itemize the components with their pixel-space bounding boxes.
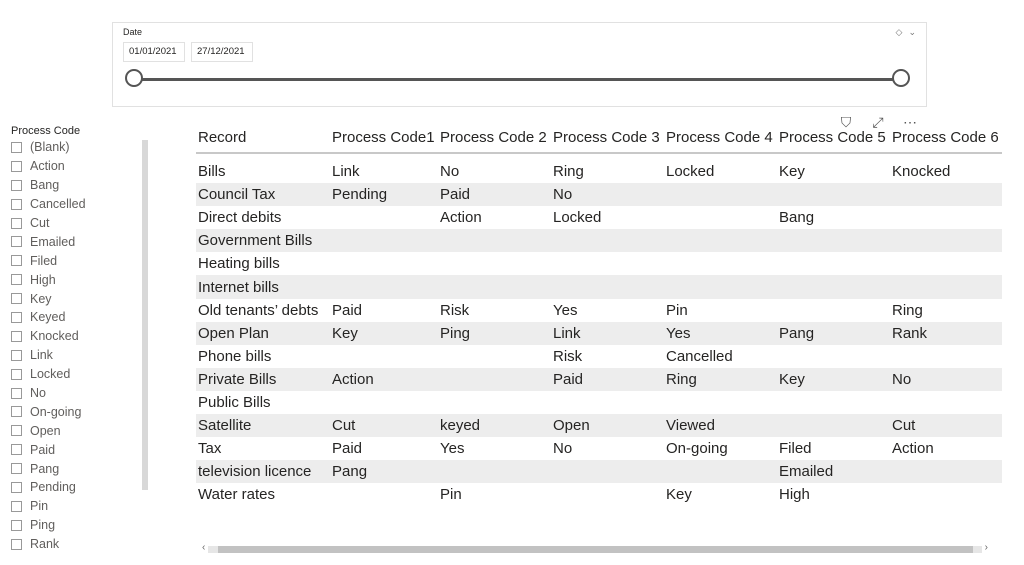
checkbox[interactable] — [11, 142, 22, 153]
process-code-cell — [551, 460, 664, 483]
process-code-cell — [777, 275, 890, 298]
column-header[interactable]: Process Code 4 — [664, 122, 777, 153]
process-code-cell — [438, 229, 551, 252]
process-code-cell: Key — [330, 322, 438, 345]
process-code-label: Key — [30, 291, 52, 306]
process-code-label: Keyed — [30, 310, 66, 325]
process-code-cell — [664, 229, 777, 252]
header-spacer — [196, 153, 1002, 160]
process-code-item[interactable] — [11, 195, 141, 214]
process-code-item[interactable] — [11, 478, 141, 497]
checkbox[interactable] — [11, 388, 22, 399]
table-row[interactable] — [196, 391, 1002, 414]
process-code-cell — [330, 483, 438, 506]
process-code-cell: Rank — [890, 322, 1002, 345]
process-code-cell — [890, 229, 1002, 252]
process-code-cell: Risk — [440, 301, 470, 319]
process-code-label: No — [30, 386, 46, 401]
process-code-cell — [330, 229, 438, 252]
record-cell: Private Bills — [196, 368, 330, 391]
process-code-cell — [330, 252, 438, 275]
process-code-cell: Paid — [332, 301, 363, 319]
process-code-cell: Ring — [892, 301, 923, 319]
table-row[interactable] — [196, 437, 1002, 460]
record-cell: Bills — [198, 163, 226, 181]
process-code-cell: Cut — [330, 414, 438, 437]
process-code-cell — [438, 275, 551, 298]
process-code-cell: Bang — [779, 209, 815, 227]
process-code-cell — [664, 391, 777, 414]
process-code-cell: Ping — [438, 322, 551, 345]
start-date-handle[interactable] — [125, 69, 143, 87]
checkbox[interactable] — [11, 293, 22, 304]
slicer-tools — [896, 27, 916, 38]
end-date-input[interactable]: 27/12/2021 — [191, 42, 253, 62]
table-row[interactable] — [196, 229, 1002, 252]
table-row[interactable] — [196, 299, 1002, 322]
process-code-label: High — [30, 272, 56, 287]
process-code-cell: Cancelled — [666, 347, 733, 365]
process-code-label: Ping — [30, 518, 56, 533]
process-code-cell — [551, 483, 664, 506]
process-code-label: (Blank) — [30, 140, 70, 155]
checkbox[interactable] — [11, 425, 22, 436]
checkbox[interactable] — [11, 350, 22, 361]
checkbox[interactable] — [11, 255, 22, 266]
process-code-label: Emailed — [30, 234, 76, 249]
process-code-cell: Locked — [666, 163, 715, 181]
process-code-item[interactable] — [11, 365, 141, 384]
process-code-label: Cut — [30, 216, 50, 230]
process-code-cell: Action — [892, 440, 934, 458]
process-code-item[interactable] — [11, 270, 141, 289]
process-code-cell — [438, 391, 551, 414]
process-code-cell — [664, 460, 777, 483]
record-cell: Water rates — [198, 486, 275, 504]
process-code-item[interactable] — [11, 138, 141, 157]
checkbox[interactable] — [11, 501, 22, 512]
process-code-cell — [890, 275, 1002, 298]
process-code-cell: Paid — [551, 368, 664, 391]
process-code-label: Pin — [30, 499, 49, 514]
column-header[interactable]: Process Code 2 — [438, 122, 551, 153]
process-code-cell: Ring — [553, 163, 584, 181]
checkbox[interactable] — [11, 520, 22, 531]
process-code-cell — [777, 252, 890, 275]
process-code-cell: Open — [551, 414, 664, 437]
table-row[interactable] — [196, 414, 1002, 437]
process-code-cell: Paid — [438, 183, 551, 206]
process-code-cell — [890, 460, 1002, 483]
process-code-cell — [890, 206, 1002, 229]
process-code-cell — [777, 299, 890, 322]
process-code-item[interactable] — [11, 440, 141, 459]
record-cell: Satellite — [196, 414, 330, 437]
table-row[interactable] — [196, 322, 1002, 345]
process-code-cell — [890, 252, 1002, 275]
process-code-cell — [438, 368, 551, 391]
record-cell: Direct debits — [198, 209, 282, 227]
eraser-icon[interactable]: ◇ — [895, 27, 903, 37]
column-header[interactable]: Record — [196, 122, 330, 153]
record-cell: Phone bills — [198, 347, 272, 365]
process-code-label: Pending — [30, 480, 76, 495]
process-code-cell: Link — [332, 163, 360, 181]
process-code-cell — [551, 252, 664, 275]
checkbox[interactable] — [11, 444, 22, 455]
process-code-cell — [777, 183, 890, 206]
start-date-input[interactable]: 01/01/2021 — [123, 42, 185, 62]
process-code-cell: Pin — [440, 486, 462, 504]
checkbox[interactable] — [11, 218, 22, 229]
process-code-item[interactable] — [11, 176, 141, 195]
process-code-label: Pang — [30, 461, 60, 476]
checkbox[interactable] — [11, 539, 22, 550]
process-code-label: Link — [30, 348, 53, 363]
checkbox[interactable] — [11, 236, 22, 247]
process-code-cell: Paid — [332, 440, 363, 458]
process-code-cell — [438, 460, 551, 483]
record-cell: Open Plan — [196, 322, 330, 345]
matrix-header-row — [196, 122, 1002, 153]
process-code-cell: Pang — [330, 460, 438, 483]
process-code-cell — [777, 414, 890, 437]
process-code-cell — [664, 183, 777, 206]
process-code-cell: No — [551, 183, 664, 206]
date-range-track[interactable] — [136, 78, 903, 81]
process-code-cell: Pin — [666, 301, 688, 319]
process-code-item[interactable] — [11, 535, 141, 554]
table-row[interactable] — [196, 368, 1002, 391]
process-code-slicer — [11, 124, 141, 554]
process-code-item[interactable] — [11, 497, 141, 516]
process-code-cell: Yes — [553, 301, 578, 319]
process-code-cell — [664, 206, 777, 229]
process-code-cell: Link — [551, 322, 664, 345]
process-code-item[interactable] — [11, 421, 141, 440]
column-header[interactable]: Process Code 6 — [890, 122, 1002, 153]
process-code-label: On-going — [30, 404, 82, 419]
process-code-cell — [330, 345, 438, 368]
checkbox[interactable] — [11, 331, 22, 342]
checkbox[interactable] — [11, 180, 22, 191]
process-code-item[interactable] — [11, 402, 141, 421]
process-code-cell — [330, 275, 438, 298]
record-cell: Government Bills — [196, 229, 330, 252]
process-code-slicer-title: Process Code — [11, 125, 81, 137]
process-code-cell: Locked — [553, 209, 602, 227]
scroll-right-icon[interactable]: › — [984, 542, 988, 553]
process-code-label: Cancelled — [30, 197, 86, 212]
process-code-cell: Key — [666, 486, 692, 504]
record-cell: television licence — [196, 460, 330, 483]
process-code-cell: On-going — [666, 440, 728, 458]
process-code-item[interactable] — [11, 384, 141, 403]
process-code-cell — [551, 229, 664, 252]
process-code-cell: No — [553, 440, 573, 458]
process-code-cell: Risk — [553, 347, 583, 365]
date-slicer-title: Date — [123, 27, 143, 37]
process-code-cell: Yes — [664, 322, 777, 345]
process-code-item[interactable] — [11, 214, 141, 233]
checkbox[interactable] — [11, 369, 22, 380]
process-code-label: Action — [30, 159, 65, 174]
process-code-label: Knocked — [30, 329, 79, 344]
chevron-down-icon[interactable]: ⌄ — [908, 27, 916, 37]
focus-mode-icon[interactable]: ⤢ — [872, 114, 884, 130]
checkbox[interactable] — [11, 199, 22, 210]
process-code-item[interactable] — [11, 516, 141, 535]
process-code-cell — [777, 345, 890, 368]
horizontal-scrollbar[interactable] — [196, 542, 994, 554]
process-code-cell: Action — [330, 368, 438, 391]
process-code-item[interactable] — [11, 459, 141, 478]
table-row[interactable] — [196, 160, 1002, 183]
checkbox[interactable] — [11, 312, 22, 323]
process-code-cell — [438, 345, 551, 368]
process-code-cell: Pending — [330, 183, 438, 206]
scroll-left-icon[interactable]: ‹ — [202, 542, 206, 553]
table-row[interactable] — [196, 483, 1002, 506]
process-code-cell: Yes — [440, 440, 465, 458]
end-date-handle[interactable] — [892, 69, 910, 87]
process-code-cell: Viewed — [664, 414, 777, 437]
process-code-label: Paid — [30, 442, 56, 457]
process-code-item[interactable] — [11, 232, 141, 251]
process-code-cell: Ring — [664, 368, 777, 391]
process-code-list — [11, 138, 141, 554]
process-code-cell: Filed — [779, 440, 812, 458]
process-code-scrollbar[interactable] — [142, 140, 148, 490]
process-code-cell: Key — [779, 163, 805, 181]
process-code-cell — [664, 252, 777, 275]
table-row[interactable] — [196, 460, 1002, 483]
process-code-cell — [330, 206, 438, 229]
process-code-cell — [890, 345, 1002, 368]
checkbox[interactable] — [11, 463, 22, 474]
checkbox[interactable] — [11, 482, 22, 493]
record-cell: Tax — [198, 440, 222, 458]
process-code-cell — [890, 483, 1002, 506]
filter-icon[interactable]: ⛉ — [840, 114, 852, 130]
column-header[interactable]: Process Code1 — [330, 122, 438, 153]
record-cell: Internet bills — [196, 275, 330, 298]
process-code-cell: Action — [440, 209, 482, 227]
table-row[interactable] — [196, 206, 1002, 229]
checkbox[interactable] — [11, 274, 22, 285]
scroll-thumb[interactable] — [218, 546, 973, 553]
process-code-label: Bang — [30, 178, 60, 193]
checkbox[interactable] — [11, 406, 22, 417]
process-code-cell — [664, 275, 777, 298]
process-code-cell: keyed — [438, 414, 551, 437]
process-code-label: Locked — [30, 367, 71, 382]
process-code-item[interactable] — [11, 327, 141, 346]
table-row[interactable] — [196, 252, 1002, 275]
column-header[interactable]: Process Code 3 — [551, 122, 664, 153]
process-code-item[interactable] — [11, 308, 141, 327]
process-code-cell — [890, 391, 1002, 414]
process-code-cell: No — [440, 163, 460, 181]
record-cell: Heating bills — [198, 255, 280, 273]
process-code-cell — [551, 275, 664, 298]
record-cell: Public Bills — [198, 393, 271, 411]
more-options-icon[interactable]: ⋯ — [903, 114, 917, 130]
process-code-item[interactable] — [11, 157, 141, 176]
process-code-cell — [438, 252, 551, 275]
process-code-cell — [777, 391, 890, 414]
record-cell: Council Tax — [196, 183, 330, 206]
process-code-cell: Cut — [890, 414, 1002, 437]
process-code-cell: High — [779, 486, 810, 504]
process-code-cell — [330, 391, 438, 414]
process-code-cell: Emailed — [777, 460, 890, 483]
process-code-item[interactable] — [11, 289, 141, 308]
process-code-label: Open — [30, 423, 61, 438]
process-code-cell: Key — [777, 368, 890, 391]
matrix-table — [196, 122, 1002, 506]
process-code-label: Rank — [30, 537, 60, 552]
table-row[interactable] — [196, 183, 1002, 206]
column-header[interactable]: Process Code 5 — [777, 122, 890, 153]
process-code-item[interactable] — [11, 346, 141, 365]
date-slicer — [112, 22, 927, 107]
process-code-matrix — [196, 122, 1002, 522]
table-row[interactable] — [196, 275, 1002, 298]
checkbox[interactable] — [11, 161, 22, 172]
process-code-label: Filed — [30, 253, 58, 268]
process-code-cell: Knocked — [892, 163, 951, 181]
process-code-cell — [890, 183, 1002, 206]
process-code-cell — [551, 391, 664, 414]
process-code-cell: No — [890, 368, 1002, 391]
process-code-item[interactable] — [11, 251, 141, 270]
record-cell: Old tenants’ debts — [198, 301, 319, 319]
process-code-cell — [777, 229, 890, 252]
table-row[interactable] — [196, 345, 1002, 368]
process-code-cell: Pang — [777, 322, 890, 345]
